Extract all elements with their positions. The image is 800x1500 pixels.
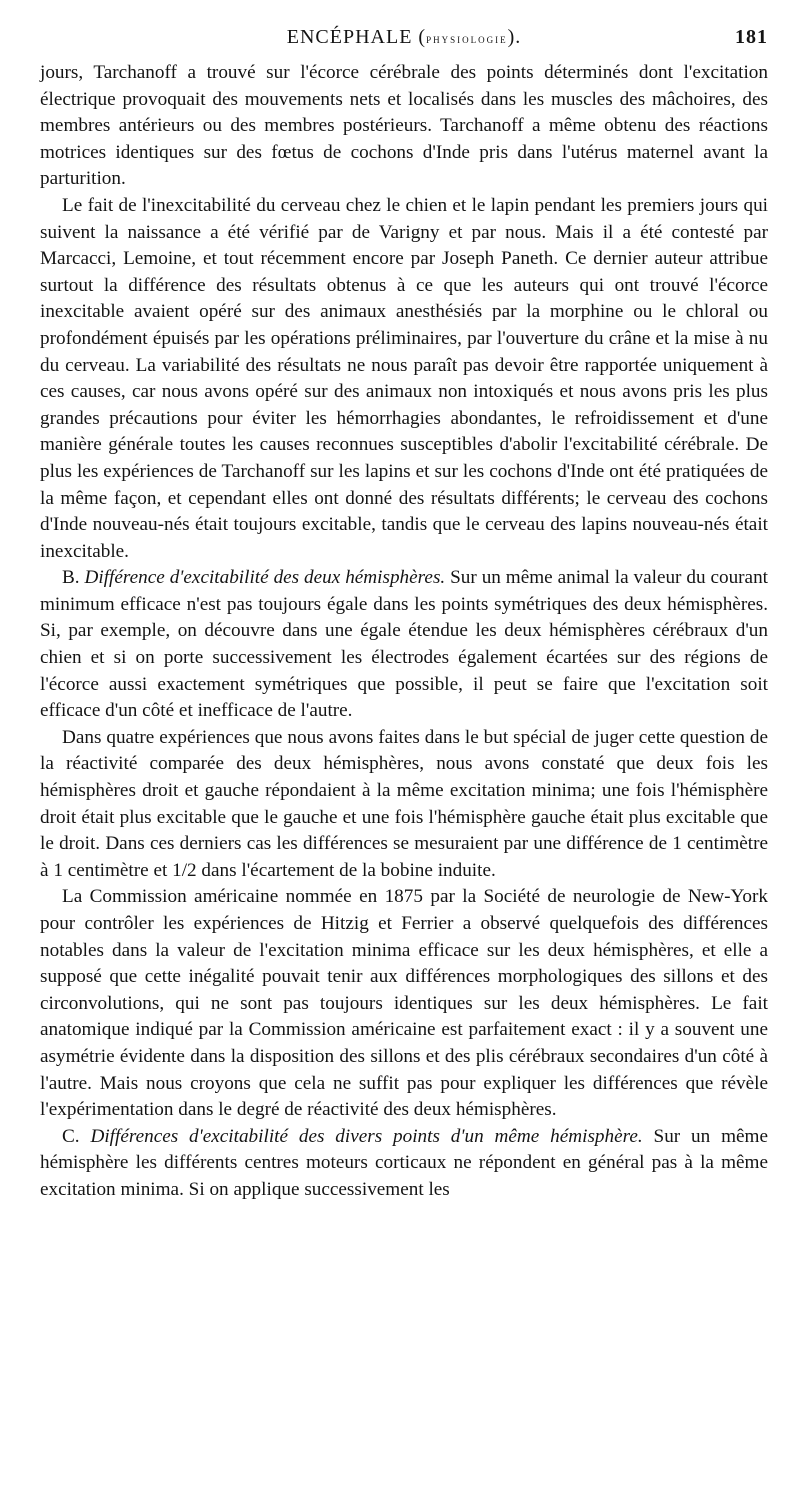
paragraph-text: La Commission américaine nommée en 1875 par la Société de neurologie de New-York pour contrôler les expériences de Hitzig et Ferrier a observé quelquefois des différences notables dans la valeur de l'excitation minima efficace sur les deux hémisphères, et elle a supposé que cette inégalité pouvait tenir aux différences morphologiques des sillons et des circonvolutions, qui ne sont pas toujours identiques sur les deux hémisphères. Le fait anatomique indiqué par la Commission américaine est parfaitement exact : il y a souvent une asymétrie évidente dans la disposition des sillons et des plis cérébraux secondaires d'un côté à l'autre. Mais nous croyons que cela ne suffit pas pour expliquer les différences que révèle l'expérimentation dans le degré de réactivité des deux hémisphères. xyxy=(40,886,768,1121)
section-label: C. xyxy=(62,1125,80,1147)
title-end: ). xyxy=(507,26,522,48)
section-label: B. xyxy=(62,567,80,589)
paragraph-text: jours, Tarchanoff a trouvé sur l'écorce cérébrale des points déterminés dont l'excitation électrique provoquait des mouvements nets et localisés dans les muscles des mâchoires, des membres antérieurs ou des membres postérieurs. Tarchanoff a même obtenu des réactions motrices identiques sur des fœtus de cochons d'Inde pris dans l'utérus maternel avant la parturition. xyxy=(40,62,768,190)
body-text xyxy=(40,60,768,1204)
paragraph-text: Le fait de l'inexcitabilité du cerveau chez le chien et le lapin pendant les premiers jours qui suivent la naissance a été vérifié par de Varigny et par nous. Mais il a été contesté par Marcacci, Lemoine, et tout récemment encore par Joseph Paneth. Ce dernier auteur attribue surtout la différence des résultats obtenus à ce que les auteurs qui ont trouvé l'écorce inexcitable avaient opéré sur des animaux anesthésiés par la morphine ou le chloral ou profondément épuisés par les opérations préliminaires, par l'ouverture du crâne et la mise à nu du cerveau. La variabilité des résultats ne nous paraît pas devoir être rapportée uniquement à ces causes, car nous avons opéré sur des animaux non intoxiqués et nous avons pris les plus grandes précautions pour éviter les hémorrhagies abondantes, le refroidissement et d'une manière générale toutes les causes reconnues susceptibles d'abolir l'excitabilité cérébrale. De plus les expériences de Tarchanoff sur les lapins et sur les cochons d'Inde ont été pratiquées de la même façon, et cependant elles ont donné des résultats différents; le cerveau des cochons d'Inde nouveau-nés était toujours excitable, tandis que le cerveau des lapins nouveau-nés était inexcitable. xyxy=(40,194,768,562)
paragraph-text: Sur un même animal la valeur du courant minimum efficace n'est pas toujours égale dans les points symétriques des deux hémisphères. Si, par exemple, on découvre dans une égale étendue les deux hémisphères cérébraux d'un chien et si on porte successivement les électrodes également écartées sur des régions de l'écorce aussi exactement symétriques que possible, il peut se faire que l'excitation soit efficace d'un côté et inefficace de l'autre. xyxy=(40,567,768,722)
running-header xyxy=(40,26,768,56)
paragraph xyxy=(40,725,768,885)
section-paragraph xyxy=(40,1124,768,1204)
paragraph xyxy=(40,60,768,193)
paragraph xyxy=(40,884,768,1123)
section-heading: Différences d'excitabilité des divers points d'un même hémisphère. xyxy=(90,1125,643,1147)
title-main: ENCÉPHALE ( xyxy=(286,26,427,48)
running-title xyxy=(40,26,768,49)
title-subtitle: physiologie xyxy=(426,31,508,46)
page-number: 181 xyxy=(735,26,768,48)
section-paragraph xyxy=(40,565,768,725)
paragraph-text: Dans quatre expériences que nous avons faites dans le but spécial de juger cette question de la réactivité comparée des deux hémisphères, nous avons constaté que deux fois les hémisphères droit et gauche répondaient à la même excitation minima; une fois l'hémisphère droit était plus excitable que le gauche et une fois l'hémisphère gauche était plus excitable que le droit. Dans ces derniers cas les différences se mesuraient par une différence de 1 centimètre à 1 centimètre et 1/2 dans l'écartement de la bobine induite. xyxy=(40,726,768,881)
paragraph-text: Sur un même hémisphère les différents centres moteurs corticaux ne répondent en général pas à la même excitation minima. Si on applique successivement les xyxy=(40,1125,768,1200)
section-heading: Différence d'excitabilité des deux hémisphères. xyxy=(84,567,446,589)
paragraph xyxy=(40,193,768,565)
